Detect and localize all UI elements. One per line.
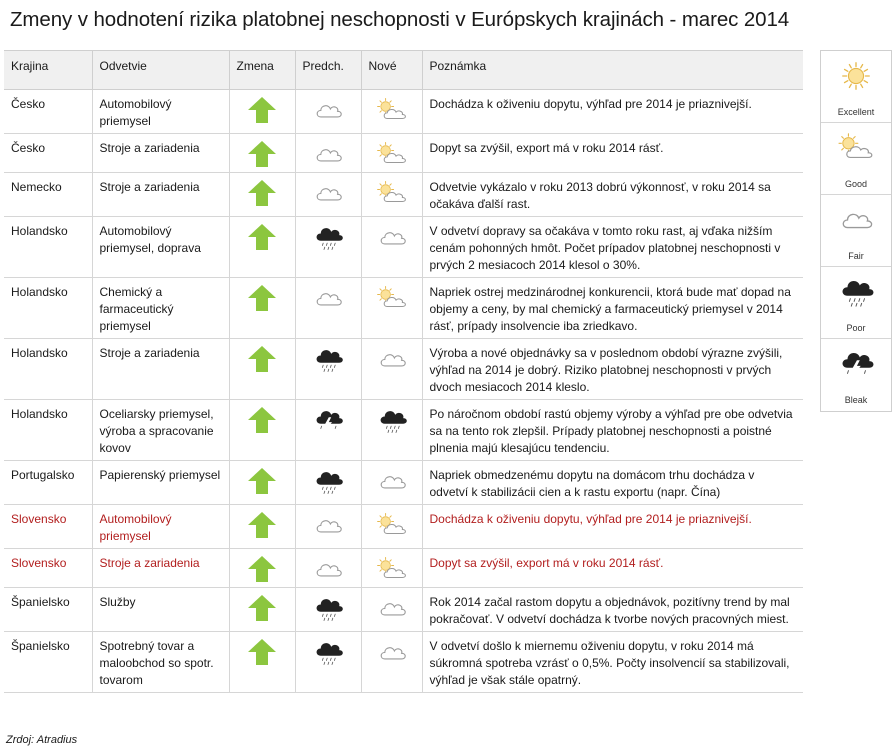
- arrow-up-icon: [237, 140, 288, 168]
- excellent-weather-icon: [821, 59, 891, 93]
- cell-change: [229, 588, 295, 632]
- cell-sector: Chemický a farmaceutický priemysel: [92, 278, 229, 339]
- cell-sector: Stroje a zariadenia: [92, 173, 229, 217]
- cell-prev-rating: [295, 217, 361, 278]
- table-row: [4, 173, 803, 217]
- good-weather-icon: [369, 96, 415, 125]
- cell-note: V odvetví došlo k miernemu oživeniu dopytu, v roku 2014 má súkromná spotreba vzrásť o 0,5%. Počty insolvencií sa stabilizovali, výhľad je však stále opatrný.: [422, 632, 803, 693]
- legend-label: Good: [844, 179, 868, 189]
- cell-change: [229, 339, 295, 400]
- good-weather-icon: [369, 179, 415, 208]
- cell-country: Holandsko: [4, 217, 92, 278]
- cell-country: Slovensko: [4, 505, 92, 549]
- legend-label: Fair: [848, 251, 864, 261]
- good-weather-icon: [369, 511, 415, 540]
- cell-prev-rating: [295, 400, 361, 461]
- cell-prev-rating: [295, 461, 361, 505]
- cell-new-rating: [361, 505, 422, 549]
- good-weather-icon: [369, 140, 415, 169]
- fair-weather-icon: [369, 467, 415, 496]
- good-weather-icon: [821, 131, 891, 165]
- cell-country: Česko: [4, 134, 92, 173]
- fair-weather-icon: [303, 511, 354, 540]
- arrow-up-icon: [237, 223, 288, 251]
- good-weather-icon: [369, 284, 415, 313]
- fair-weather-icon: [369, 594, 415, 623]
- fair-weather-icon: [369, 345, 415, 374]
- table-row: [4, 278, 803, 339]
- cell-note: Po náročnom období rastú objemy výroby a výhľad pre obe odvetvia sa na tento rok zlepšil. Prípady platobnej neschopnosti a poistné plnenia majú klesajúcu tendenciu.: [422, 400, 803, 461]
- cell-sector: Stroje a zariadenia: [92, 339, 229, 400]
- arrow-up-icon: [237, 406, 288, 434]
- cell-sector: Stroje a zariadenia: [92, 134, 229, 173]
- table-row: [4, 461, 803, 505]
- cell-note: Dochádza k oživeniu dopytu, výhľad pre 2014 je priaznivejší.: [422, 505, 803, 549]
- cell-note: Rok 2014 začal rastom dopytu a objednávok, pozitívny trend by mal pokračovať. V odvetví dochádza k tvorbe nových pracovných miest.: [422, 588, 803, 632]
- cell-new-rating: [361, 588, 422, 632]
- cell-country: Nemecko: [4, 173, 92, 217]
- legend-label: Excellent: [837, 107, 875, 117]
- rating-legend: [820, 50, 892, 412]
- cell-change: [229, 173, 295, 217]
- cell-sector: Oceliarsky priemysel, výroba a spracovanie kovov: [92, 400, 229, 461]
- cell-change: [229, 632, 295, 693]
- cell-new-rating: [361, 549, 422, 588]
- cell-prev-rating: [295, 90, 361, 134]
- poor-weather-icon: [369, 406, 415, 435]
- cell-note: Výroba a nové objednávky sa v poslednom období výrazne zvýšili, výhľad na 2014 je dobrý. Riziko platobnej neschopnosti v prvých dvoch mesiacoch 2014 kleslo.: [422, 339, 803, 400]
- cell-change: [229, 90, 295, 134]
- cell-new-rating: [361, 278, 422, 339]
- poor-weather-icon: [821, 275, 891, 309]
- cell-country: Holandsko: [4, 339, 92, 400]
- cell-new-rating: [361, 217, 422, 278]
- arrow-up-icon: [237, 594, 288, 622]
- cell-note: V odvetví dopravy sa očakáva v tomto roku rast, aj vďaka nižším cenám pohonných hmôt. Počet prípadov platobnej neschopnosti v prvých 2 mesiacoch 2014 klesol o 30%.: [422, 217, 803, 278]
- cell-country: Holandsko: [4, 400, 92, 461]
- good-weather-icon: [369, 555, 415, 584]
- fair-weather-icon: [303, 555, 354, 584]
- cell-prev-rating: [295, 339, 361, 400]
- cell-prev-rating: [295, 632, 361, 693]
- table-row: [4, 400, 803, 461]
- cell-new-rating: [361, 339, 422, 400]
- poor-weather-icon: [303, 594, 354, 623]
- poor-weather-icon: [303, 345, 354, 374]
- cell-country: Česko: [4, 90, 92, 134]
- cell-country: Španielsko: [4, 632, 92, 693]
- bleak-weather-icon: [821, 347, 891, 381]
- cell-prev-rating: [295, 505, 361, 549]
- cell-change: [229, 400, 295, 461]
- cell-sector: Automobilový priemysel: [92, 90, 229, 134]
- fair-weather-icon: [303, 179, 354, 208]
- cell-new-rating: [361, 173, 422, 217]
- cell-change: [229, 134, 295, 173]
- page-title: Zmeny v hodnotení rizika platobnej neschopnosti v Európskych krajinách - marec 2014: [10, 8, 790, 31]
- cell-country: Portugalsko: [4, 461, 92, 505]
- legend-label: Bleak: [844, 395, 868, 405]
- fair-weather-icon: [369, 223, 415, 252]
- cell-note: Dochádza k oživeniu dopytu, výhľad pre 2014 je priaznivejší.: [422, 90, 803, 134]
- cell-prev-rating: [295, 549, 361, 588]
- cell-sector: Spotrebný tovar a maloobchod so spotr. tovarom: [92, 632, 229, 693]
- arrow-up-icon: [237, 638, 288, 666]
- cell-country: Španielsko: [4, 588, 92, 632]
- cell-note: Napriek obmedzenému dopytu na domácom trhu dochádza v odvetví k stabilizácii cien a k rastu exportu (napr. Čína): [422, 461, 803, 505]
- arrow-up-icon: [237, 96, 288, 124]
- cell-change: [229, 217, 295, 278]
- cell-prev-rating: [295, 173, 361, 217]
- source-note: Zrdoj: Atradius: [6, 734, 78, 746]
- legend-label: Poor: [846, 323, 866, 333]
- table-row: [4, 549, 803, 588]
- fair-weather-icon: [821, 203, 891, 237]
- arrow-up-icon: [237, 179, 288, 207]
- cell-prev-rating: [295, 134, 361, 173]
- poor-weather-icon: [303, 638, 354, 667]
- header-change: Zmena: [229, 51, 295, 90]
- legend-item-fair: [821, 195, 891, 267]
- header-note: Poznámka: [422, 51, 803, 90]
- cell-new-rating: [361, 90, 422, 134]
- arrow-up-icon: [237, 284, 288, 312]
- cell-sector: Služby: [92, 588, 229, 632]
- cell-prev-rating: [295, 278, 361, 339]
- cell-change: [229, 278, 295, 339]
- table-row: [4, 339, 803, 400]
- cell-country: Holandsko: [4, 278, 92, 339]
- header-prev: Predch.: [295, 51, 361, 90]
- legend-item-good: [821, 123, 891, 195]
- cell-change: [229, 549, 295, 588]
- table-row: [4, 588, 803, 632]
- table-header-row: [4, 51, 803, 90]
- cell-new-rating: [361, 134, 422, 173]
- header-sector: Odvetvie: [92, 51, 229, 90]
- table-row: [4, 134, 803, 173]
- fair-weather-icon: [303, 284, 354, 313]
- header-country: Krajina: [4, 51, 92, 90]
- cell-change: [229, 505, 295, 549]
- cell-new-rating: [361, 632, 422, 693]
- arrow-up-icon: [237, 467, 288, 495]
- table-row: [4, 90, 803, 134]
- cell-prev-rating: [295, 588, 361, 632]
- legend-item-poor: [821, 267, 891, 339]
- fair-weather-icon: [303, 96, 354, 125]
- cell-sector: Stroje a zariadenia: [92, 549, 229, 588]
- poor-weather-icon: [303, 467, 354, 496]
- cell-note: Dopyt sa zvýšil, export má v roku 2014 rásť.: [422, 549, 803, 588]
- risk-table: [4, 50, 803, 693]
- header-new: Nové: [361, 51, 422, 90]
- fair-weather-icon: [303, 140, 354, 169]
- cell-note: Napriek ostrej medzinárodnej konkurencii, ktorá bude mať dopad na objemy a ceny, by mal chemický a farmaceutický priemysel v 2014 rásť, prípady insolvencie iba zriedkavo.: [422, 278, 803, 339]
- cell-sector: Automobilový priemysel, doprava: [92, 217, 229, 278]
- cell-new-rating: [361, 461, 422, 505]
- legend-item-excellent: [821, 51, 891, 123]
- cell-note: Dopyt sa zvýšil, export má v roku 2014 rásť.: [422, 134, 803, 173]
- cell-note: Odvetvie vykázalo v roku 2013 dobrú výkonnosť, v roku 2014 sa očakáva ďalší rast.: [422, 173, 803, 217]
- cell-sector: Automobilový priemysel: [92, 505, 229, 549]
- arrow-up-icon: [237, 511, 288, 539]
- fair-weather-icon: [369, 638, 415, 667]
- cell-sector: Papierenský priemysel: [92, 461, 229, 505]
- table-row: [4, 632, 803, 693]
- cell-new-rating: [361, 400, 422, 461]
- legend-item-bleak: [821, 339, 891, 410]
- cell-country: Slovensko: [4, 549, 92, 588]
- table-row: [4, 217, 803, 278]
- bleak-weather-icon: [303, 406, 354, 435]
- arrow-up-icon: [237, 555, 288, 583]
- arrow-up-icon: [237, 345, 288, 373]
- poor-weather-icon: [303, 223, 354, 252]
- cell-change: [229, 461, 295, 505]
- table-row: [4, 505, 803, 549]
